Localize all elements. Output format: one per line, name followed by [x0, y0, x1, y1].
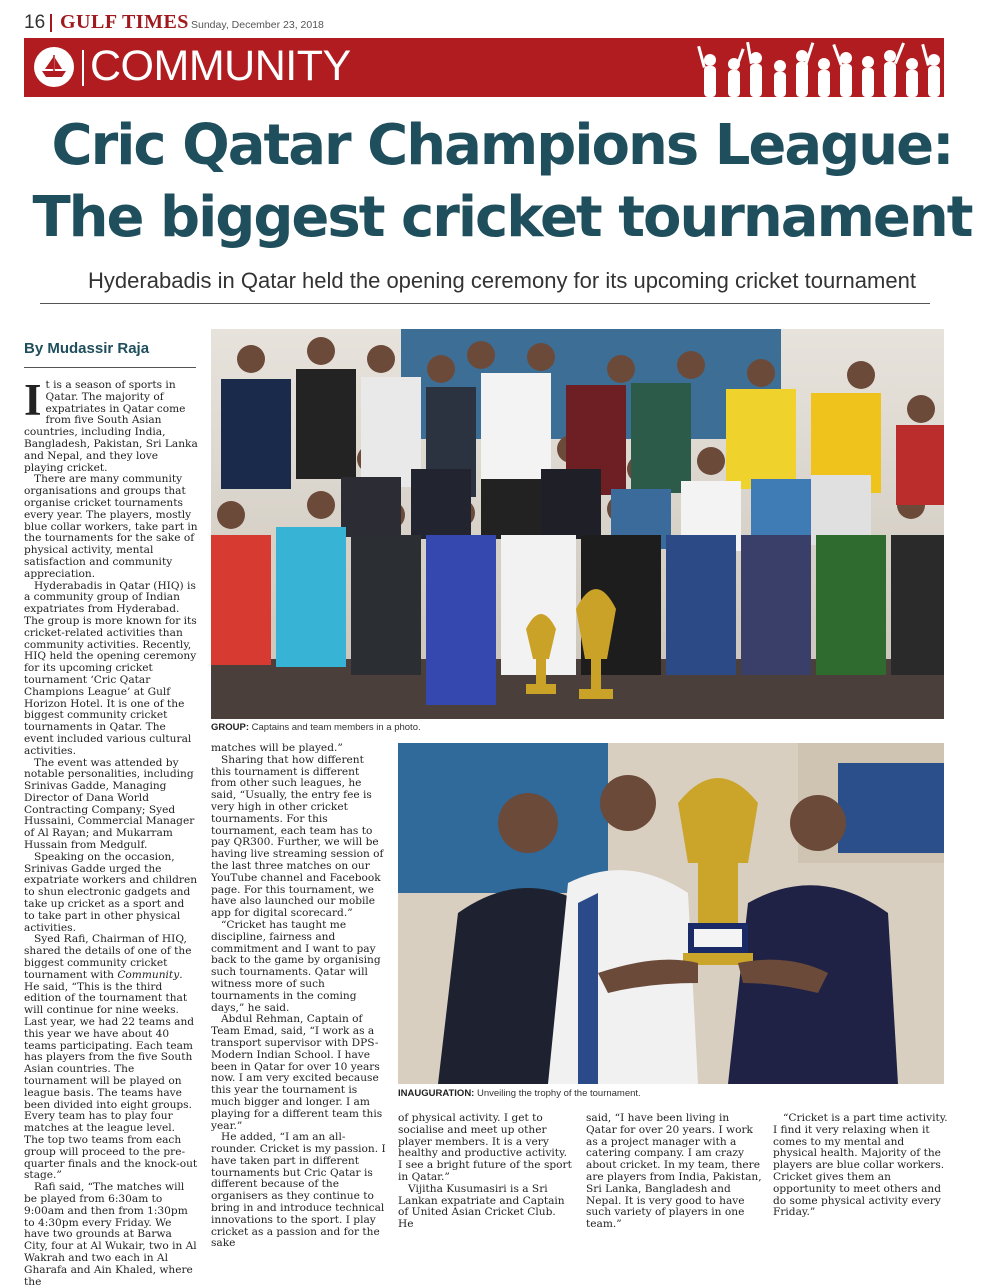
section-banner [24, 38, 944, 97]
byline: By Mudassir Raja [24, 340, 150, 357]
paragraph: He added, “I am an all-rounder. Cricket is my passion. I have taken part in different tournaments but Cric Qatar is different because of the organisers as they continue to bring in and introduce technical innovations to the sport. I play cricket as a passion and for the sake [211, 1131, 386, 1250]
banner-divider [82, 50, 84, 86]
caption-text: Unveiling the trophy of the tournament. [474, 1088, 641, 1099]
caption-label: GROUP: [211, 722, 249, 733]
group-photo-caption [211, 722, 421, 733]
article-column-4 [586, 1113, 762, 1231]
subheadline: Hyderabadis in Qatar held the opening ceremony for its upcoming cricket tournament [88, 268, 916, 293]
paragraph: “Cricket is a part time activity. I find it very relaxing when it comes to my mental and physical health. Majority of the players are blue collar workers. Cricket gives them an opportunity to meet others and do some physical activity every Friday.” [773, 1112, 948, 1219]
headline-line-1: Cric Qatar Champions League: [51, 113, 953, 178]
paragraph: Abdul Rehman, Captain of Team Emad, said, “I work as a transport supervisor with DPS-Modern Indian School. I have been in Qatar for over 10 years now. I am very excited because this year the tournament is much bigger and longer. I am playing for a different team this year.” [211, 1013, 383, 1132]
paragraph-text: Syed Rafi, Chairman of HIQ, shared the details of one of the biggest community cricket tournament with [24, 933, 192, 981]
group-photo [211, 329, 944, 719]
headline [20, 110, 984, 254]
article-column-2 [211, 743, 387, 1250]
caption-label: INAUGURATION: [398, 1088, 475, 1099]
paragraph: Rafi said, “The matches will be played from 6:30am to 9:00am and then from 1:30pm to 4:30pm every Friday. We have two grounds at Barwa City, four at Al Wukair, two in Al Wakrah and two each in Al Gharafa and Ain Khaled, where the [24, 1181, 197, 1288]
masthead-divider [50, 14, 52, 32]
paragraph: “Cricket has taught me discipline, fairness and commitment and I want to pay back to the game by organising such tournaments. Qatar will witness more of such tournaments in the coming days,” he said. [211, 918, 381, 1014]
caption-text: Captains and team members in a photo. [249, 722, 421, 733]
paragraph: Vijitha Kusumasiri is a Sri Lankan expatriate and Captain of United Asian Cricket Club. He [398, 1182, 565, 1231]
article-column-3 [398, 1113, 574, 1231]
article-column-5 [773, 1113, 949, 1219]
newspaper-name: GULF TIMES [60, 11, 189, 33]
crowd-silhouette-icon [696, 38, 944, 97]
subheadline-rule [40, 303, 930, 304]
emphasis-text: Community [117, 968, 180, 981]
paragraph: Sharing that how different this tournament is different from other such leagues, he said, “Usually, the entry fee is very high in other cricket tournaments. For this tournament, each team has to pay QR300. Further, we will be having live streaming session of the last three matches on our YouTube channel and Facebook page. For this tournament, we have also launched our mobile app for digital scorecard.” [211, 753, 384, 920]
dhow-icon [34, 47, 74, 87]
paragraph: There are many community organisations and groups that organise cricket tournaments every year. The players, mostly blue collar workers, take part in the tournaments for the sake of physical activity, mental satisfaction and community appreciation. [24, 473, 198, 580]
paragraph: t is a season of sports in Qatar. The majority of expatriates in Qatar come from five South Asian countries, including India, Bangladesh, Pakistan, Sri Lanka and Nepal, and they love playing cricket. [24, 379, 198, 474]
paragraph: of physical activity. I get to socialise and meet up other player members. It is a very healthy and productive activity. I see a bright future of the sport in Qatar.” [398, 1112, 572, 1183]
paragraph [24, 934, 198, 1182]
paragraph: The event was attended by notable personalities, including Srinivas Gadde, Managing Director of Dana World Contracting Company; Syed Hussaini, Commercial Manager of Al Rayan; and Mukarram Hussain from Medgulf. [24, 756, 195, 852]
byline-rule [24, 367, 196, 368]
paragraph: Speaking on the occasion, Srinivas Gadde urged the expatriate workers and children to shun electronic gadgets and take up cricket as a sport and to take part in other physical activities. [24, 850, 198, 934]
paragraph: Hyderabadis in Qatar (HIQ) is a community group of Indian expatriates from Hyderabad. The group is more known for its cricket-related activities than community activities. Recently, HIQ held the opening ceremony for its upcoming cricket tournament ‘Cric Qatar Champions League’ at Gulf Horizon Hotel. It is one of the biggest community cricket tournaments in Qatar. The event included various cultural activities. [24, 579, 197, 757]
article-column-1 [24, 375, 198, 1288]
paragraph: said, “I have been living in Qatar for over 20 years. I work as a project manager with a catering company. I am crazy about cricket. In my team, there are players from India, Pakistan, Sri Lanka, Bangladesh and Nepal. It is very good to have such variety of players in one team.” [586, 1112, 762, 1231]
headline-line-2: The biggest cricket tournament [32, 185, 972, 250]
drop-cap: I [24, 375, 42, 425]
inauguration-photo-caption [398, 1088, 641, 1099]
paragraph: matches will be played.” [211, 742, 343, 754]
paragraph-text: . He said, “This is the third edition of the tournament that will continue for nine weeks. Last year, we had 22 teams and this year we have about 40 teams participating. Each team has players from the five South Asian countries. The tournament will be played on league basis. The teams have been divided into eight groups. Every team has to play four matches at the league level. The top two teams from each group will proceed to the pre-quarter finals and the knock-out stage.” [24, 968, 198, 1182]
inauguration-photo [398, 743, 944, 1084]
section-title: COMMUNITY [90, 42, 351, 90]
page-number: 16 [24, 12, 46, 33]
publication-date: Sunday, December 23, 2018 [191, 19, 324, 31]
